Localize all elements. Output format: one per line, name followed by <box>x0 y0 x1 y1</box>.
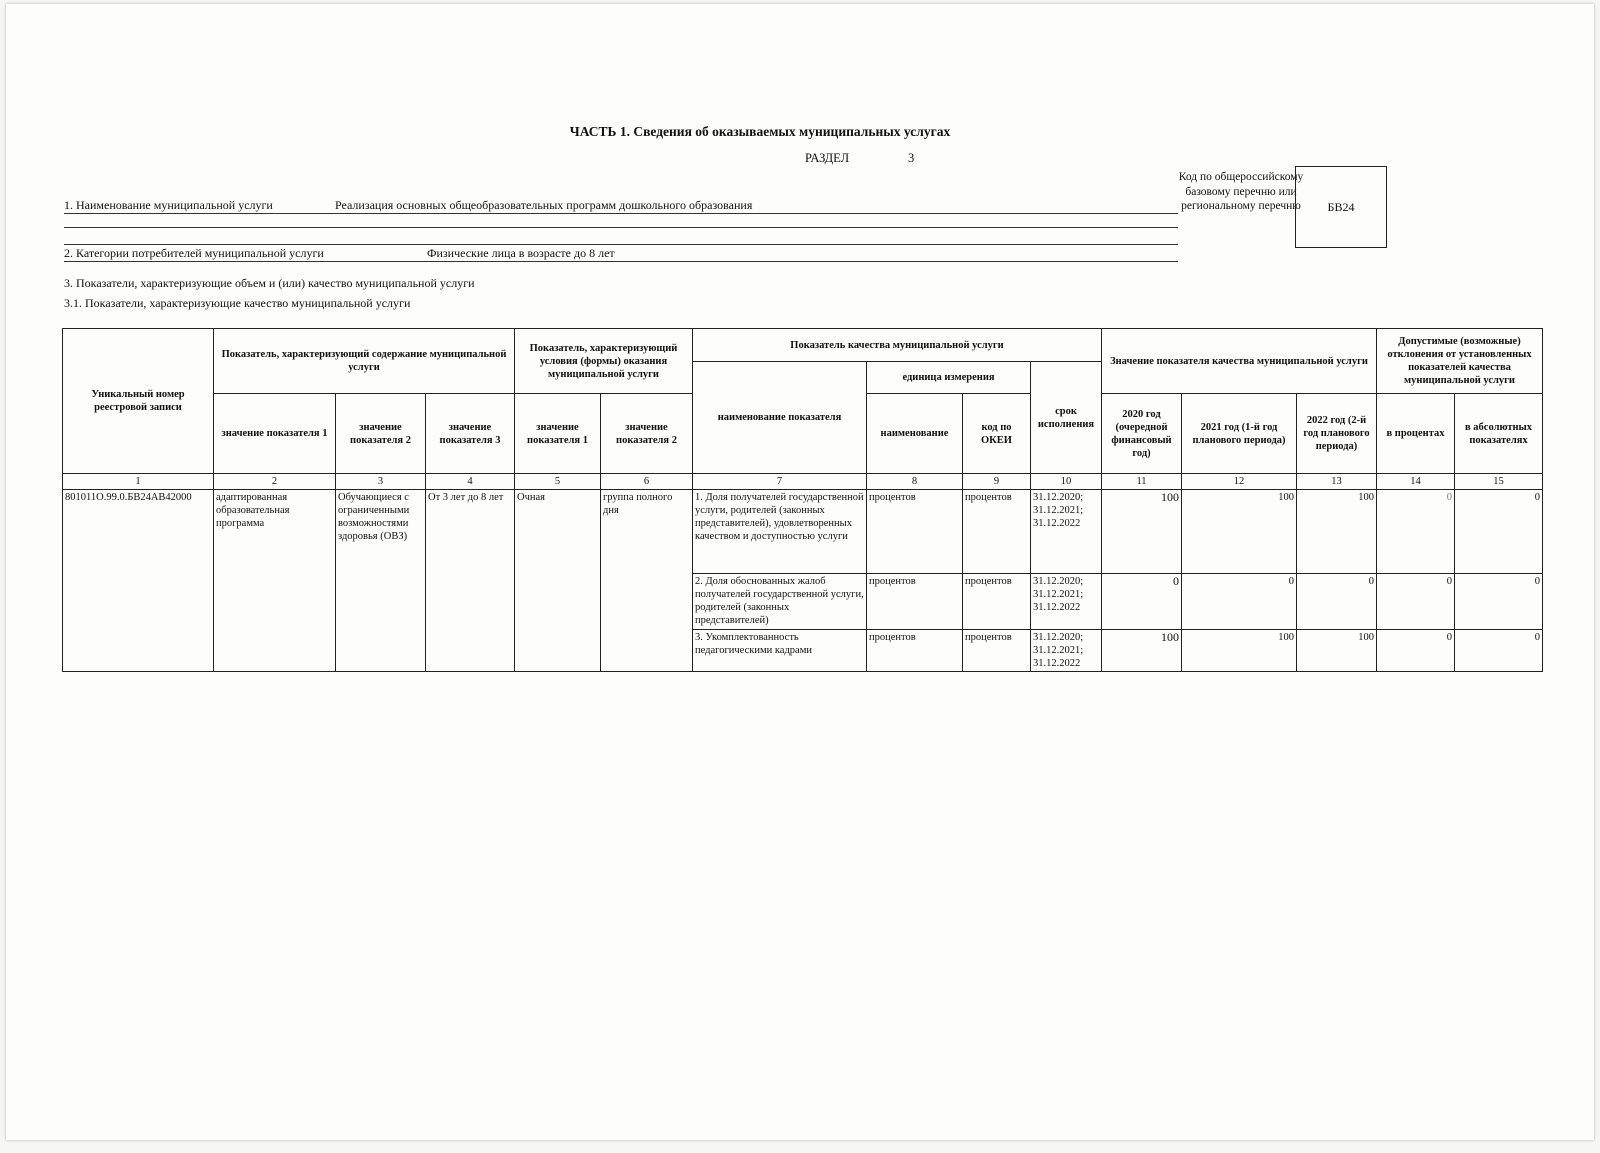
col-number: 11 <box>1102 474 1182 490</box>
col-number: 8 <box>867 474 963 490</box>
cond2-cell: группа полного дня <box>601 490 693 672</box>
header-val3: значение показателя 3 <box>426 394 515 474</box>
indicator-cell: 3. Укомплектованность педагогическими кадрами <box>693 630 867 672</box>
service-name-value: Реализация основных общеобразовательных программ дошкольного образования <box>335 198 1178 214</box>
value-2020-cell: 0 <box>1102 574 1182 630</box>
unit-cell: процентов <box>867 490 963 574</box>
col-number: 14 <box>1377 474 1455 490</box>
absolute-cell: 0 <box>1455 490 1543 574</box>
header-cond2: значение показателя 2 <box>601 394 693 474</box>
service-name-label: 1. Наименование муниципальной услуги <box>64 198 273 212</box>
unit-cell: процентов <box>867 574 963 630</box>
header-val2: значение показателя 2 <box>336 394 426 474</box>
value-2022-cell: 0 <box>1297 574 1377 630</box>
header-conditions: Показатель, характеризующий условия (формы) оказания муниципальной услуги <box>515 329 693 394</box>
col-number: 5 <box>515 474 601 490</box>
consumers-label: 2. Категории потребителей муниципальной услуги <box>64 246 324 260</box>
cond1-cell: Очная <box>515 490 601 672</box>
header-cond1: значение показателя 1 <box>515 394 601 474</box>
header-unique-number: Уникальный номер реестровой записи <box>63 329 214 474</box>
deadline-cell: 31.12.2020; 31.12.2021; 31.12.2022 <box>1031 490 1102 574</box>
value-2020-cell: 100 <box>1102 630 1182 672</box>
col-number: 4 <box>426 474 515 490</box>
header-okei: код по ОКЕИ <box>963 394 1031 474</box>
indicator-cell: 1. Доля получателей государственной услуги, родителей (законных представителей), удовлетворенных качеством и доступностью услуги <box>693 490 867 574</box>
header-val1: значение показателя 1 <box>214 394 336 474</box>
header-2020: 2020 год (очередной финансовый год) <box>1102 394 1182 474</box>
header-2021: 2021 год (1-й год планового периода) <box>1182 394 1297 474</box>
indicator-cell: 2. Доля обоснованных жалоб получателей государственной услуги, родителей (законных представителей) <box>693 574 867 630</box>
header-deadline: срок исполнения <box>1031 362 1102 474</box>
header-unit-name: наименование <box>867 394 963 474</box>
value-2021-cell: 0 <box>1182 574 1297 630</box>
header-unit: единица измерения <box>867 362 1031 394</box>
okei-cell: процентов <box>963 490 1031 574</box>
blank-line-2 <box>64 244 1178 245</box>
header-absolute: в абсолютных показателях <box>1455 394 1543 474</box>
col-number: 3 <box>336 474 426 490</box>
consumers-underline <box>64 261 427 262</box>
col-number: 6 <box>601 474 693 490</box>
unique-number-cell: 801011О.99.0.БВ24АВ42000 <box>63 490 214 672</box>
razdel-number: 3 <box>908 151 915 165</box>
header-content: Показатель, характеризующий содержание муниципальной услуги <box>214 329 515 394</box>
header-row-1 <box>63 329 1543 362</box>
col-number: 13 <box>1297 474 1377 490</box>
percent-cell: 0 <box>1377 630 1455 672</box>
content3-cell: От 3 лет до 8 лет <box>426 490 515 672</box>
code-value: БВ24 <box>1327 199 1355 214</box>
header-value: Значение показателя качества муниципальной услуги <box>1102 329 1377 394</box>
header-2022: 2022 год (2-й год планового периода) <box>1297 394 1377 474</box>
value-2021-cell: 100 <box>1182 630 1297 672</box>
blank-line-1 <box>64 227 1178 228</box>
code-caption: Код по общероссийскому базовому перечню или региональному перечню <box>1178 171 1304 212</box>
table-row <box>63 490 1543 574</box>
col-number: 2 <box>214 474 336 490</box>
header-percent: в процентах <box>1377 394 1455 474</box>
col-number: 9 <box>963 474 1031 490</box>
header-quality: Показатель качества муниципальной услуги <box>693 329 1102 362</box>
okei-cell: процентов <box>963 574 1031 630</box>
header-deviation: Допустимые (возможные) отклонения от установленных показателей качества муниципальной услуги <box>1377 329 1543 394</box>
col-number: 12 <box>1182 474 1297 490</box>
col-number: 7 <box>693 474 867 490</box>
code-box <box>1295 166 1387 248</box>
unit-cell: процентов <box>867 630 963 672</box>
section-31-heading: 3.1. Показатели, характеризующие качество муниципальной услуги <box>64 296 411 310</box>
deadline-cell: 31.12.2020; 31.12.2021; 31.12.2022 <box>1031 574 1102 630</box>
razdel-label: РАЗДЕЛ <box>805 151 850 165</box>
content2-cell: Обучающиеся с ограниченными возможностями здоровья (ОВЗ) <box>336 490 426 672</box>
quality-indicators-table <box>62 328 1543 672</box>
page-title: ЧАСТЬ 1. Сведения об оказываемых муниципальных услугах <box>569 124 951 139</box>
col-number: 1 <box>63 474 214 490</box>
service-name-underline <box>64 213 335 214</box>
col-number: 15 <box>1455 474 1543 490</box>
percent-cell: 0 <box>1377 490 1455 574</box>
value-2021-cell: 100 <box>1182 490 1297 574</box>
value-2022-cell: 100 <box>1297 630 1377 672</box>
consumers-value: Физические лица в возрасте до 8 лет <box>427 246 1178 262</box>
col-number: 10 <box>1031 474 1102 490</box>
percent-cell: 0 <box>1377 574 1455 630</box>
deadline-cell: 31.12.2020; 31.12.2021; 31.12.2022 <box>1031 630 1102 672</box>
section-3-heading: 3. Показатели, характеризующие объем и (или) качество муниципальной услуги <box>64 276 475 290</box>
column-number-row <box>63 474 1543 490</box>
value-2022-cell: 100 <box>1297 490 1377 574</box>
absolute-cell: 0 <box>1455 574 1543 630</box>
absolute-cell: 0 <box>1455 630 1543 672</box>
header-indicator-name: наименование показателя <box>693 362 867 474</box>
okei-cell: процентов <box>963 630 1031 672</box>
value-2020-cell: 100 <box>1102 490 1182 574</box>
content1-cell: адаптированная образовательная программа <box>214 490 336 672</box>
